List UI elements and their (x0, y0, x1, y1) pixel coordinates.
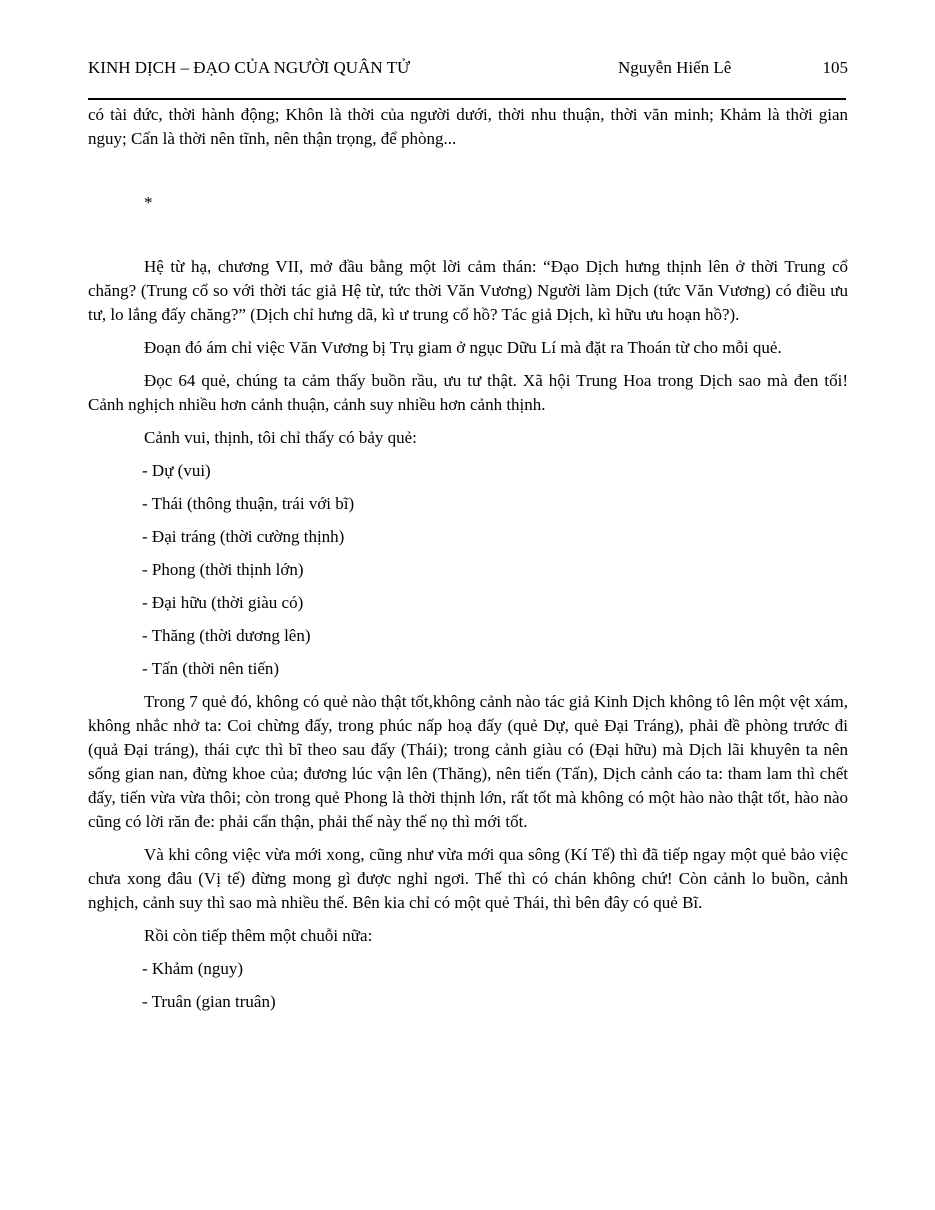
section-separator: * (144, 193, 153, 212)
book-title: KINH DỊCH – ĐẠO CỦA NGƯỜI QUÂN TỬ (88, 58, 411, 77)
list-item: - Truân (gian truân) (142, 992, 276, 1011)
paragraph: Trong 7 quẻ đó, không có quẻ nào thật tốt,không cảnh nào tác giả Kinh Dịch không tô lên một vệt xám, không nhắc nhở ta: Coi chừng đấy, trong phúc nấp hoạ đấy (quẻ Dự, quẻ Đại Tráng), phải đề phòng trước đi (quả Đại tráng), thái cực thì bĩ theo sau đấy (Thái); trong cảnh giàu có (Đại hữu) mà Dịch lãi khuyên ta nên sống gian nan, đừng khoe của; đương lúc vận lên (Thăng), nên tiến (Tấn), Dịch cảnh cáo ta: tham lam thì chết đấy, tiến vừa vừa thôi; còn trong quẻ Phong là thời thịnh lớn, rất tốt mà không có một hào nào thật tốt, hào nào cũng có lời răn đe: phải cẩn thận, phải thế này thế nọ thì mới tốt. (88, 692, 848, 831)
running-header (88, 57, 848, 81)
list-item: - Tấn (thời nên tiến) (142, 659, 280, 678)
continued-paragraph: có tài đức, thời hành động; Khôn là thời của người dưới, thời nhu thuận, thời văn minh; Khảm là thời gian nguy; Cấn là thời nên tĩnh, nên thận trọng, để phòng... (88, 105, 848, 148)
paragraph: Rồi còn tiếp thêm một chuỗi nữa: (144, 926, 373, 945)
paragraph: Đoạn đó ám chỉ việc Văn Vương bị Trụ giam ở ngục Dữu Lí mà đặt ra Thoán từ cho mỗi quẻ. (144, 338, 782, 357)
list-item: - Đại hữu (thời giàu có) (142, 593, 304, 612)
author-name: Nguyễn Hiến Lê (618, 58, 732, 77)
paragraph: Và khi công việc vừa mới xong, cũng như vừa mới qua sông (Kí Tế) thì đã tiếp ngay một quẻ bảo việc chưa xong đâu (Vị tế) đừng mong gì được nghỉ ngơi. Thế thì có chán không chứ! Còn cảnh lo buồn, cảnh nghịch, cảnh suy thì sao mà nhiều thế. Bên kia chỉ có một quẻ Thái, thì bên đây có quẻ Bĩ. (88, 845, 848, 912)
page-body (88, 103, 848, 1023)
list-item: - Thăng (thời dương lên) (142, 626, 311, 645)
page-number: 105 (822, 58, 848, 77)
paragraph: Hệ từ hạ, chương VII, mở đầu bằng một lời cảm thán: “Đạo Dịch hưng thịnh lên ở thời Trung cổ chăng? (Trung cổ so với thời tác giả Hệ từ, tức thời Văn Vương) Người làm Dịch (tức Văn Vương) có điều ưu tư, lo lắng đấy chăng?” (Dịch chỉ hưng dã, kì ư trung cổ hồ? Tác giả Dịch, kì hữu ưu hoạn hồ?). (88, 257, 848, 324)
paragraph: Đọc 64 quẻ, chúng ta cảm thấy buồn rầu, ưu tư thật. Xã hội Trung Hoa trong Dịch sao mà đen tối! Cảnh nghịch nhiều hơn cảnh thuận, cảnh suy nhiều hơn cảnh thịnh. (88, 371, 848, 414)
list-item: - Đại tráng (thời cường thịnh) (142, 527, 345, 546)
list-item: - Khảm (nguy) (142, 959, 244, 978)
header-rule (88, 98, 846, 100)
list-item: - Phong (thời thịnh lớn) (142, 560, 304, 579)
list-item: - Dự (vui) (142, 461, 211, 480)
list-item: - Thái (thông thuận, trái với bĩ) (142, 494, 355, 513)
paragraph: Cảnh vui, thịnh, tôi chỉ thấy có bảy quẻ: (144, 428, 417, 447)
